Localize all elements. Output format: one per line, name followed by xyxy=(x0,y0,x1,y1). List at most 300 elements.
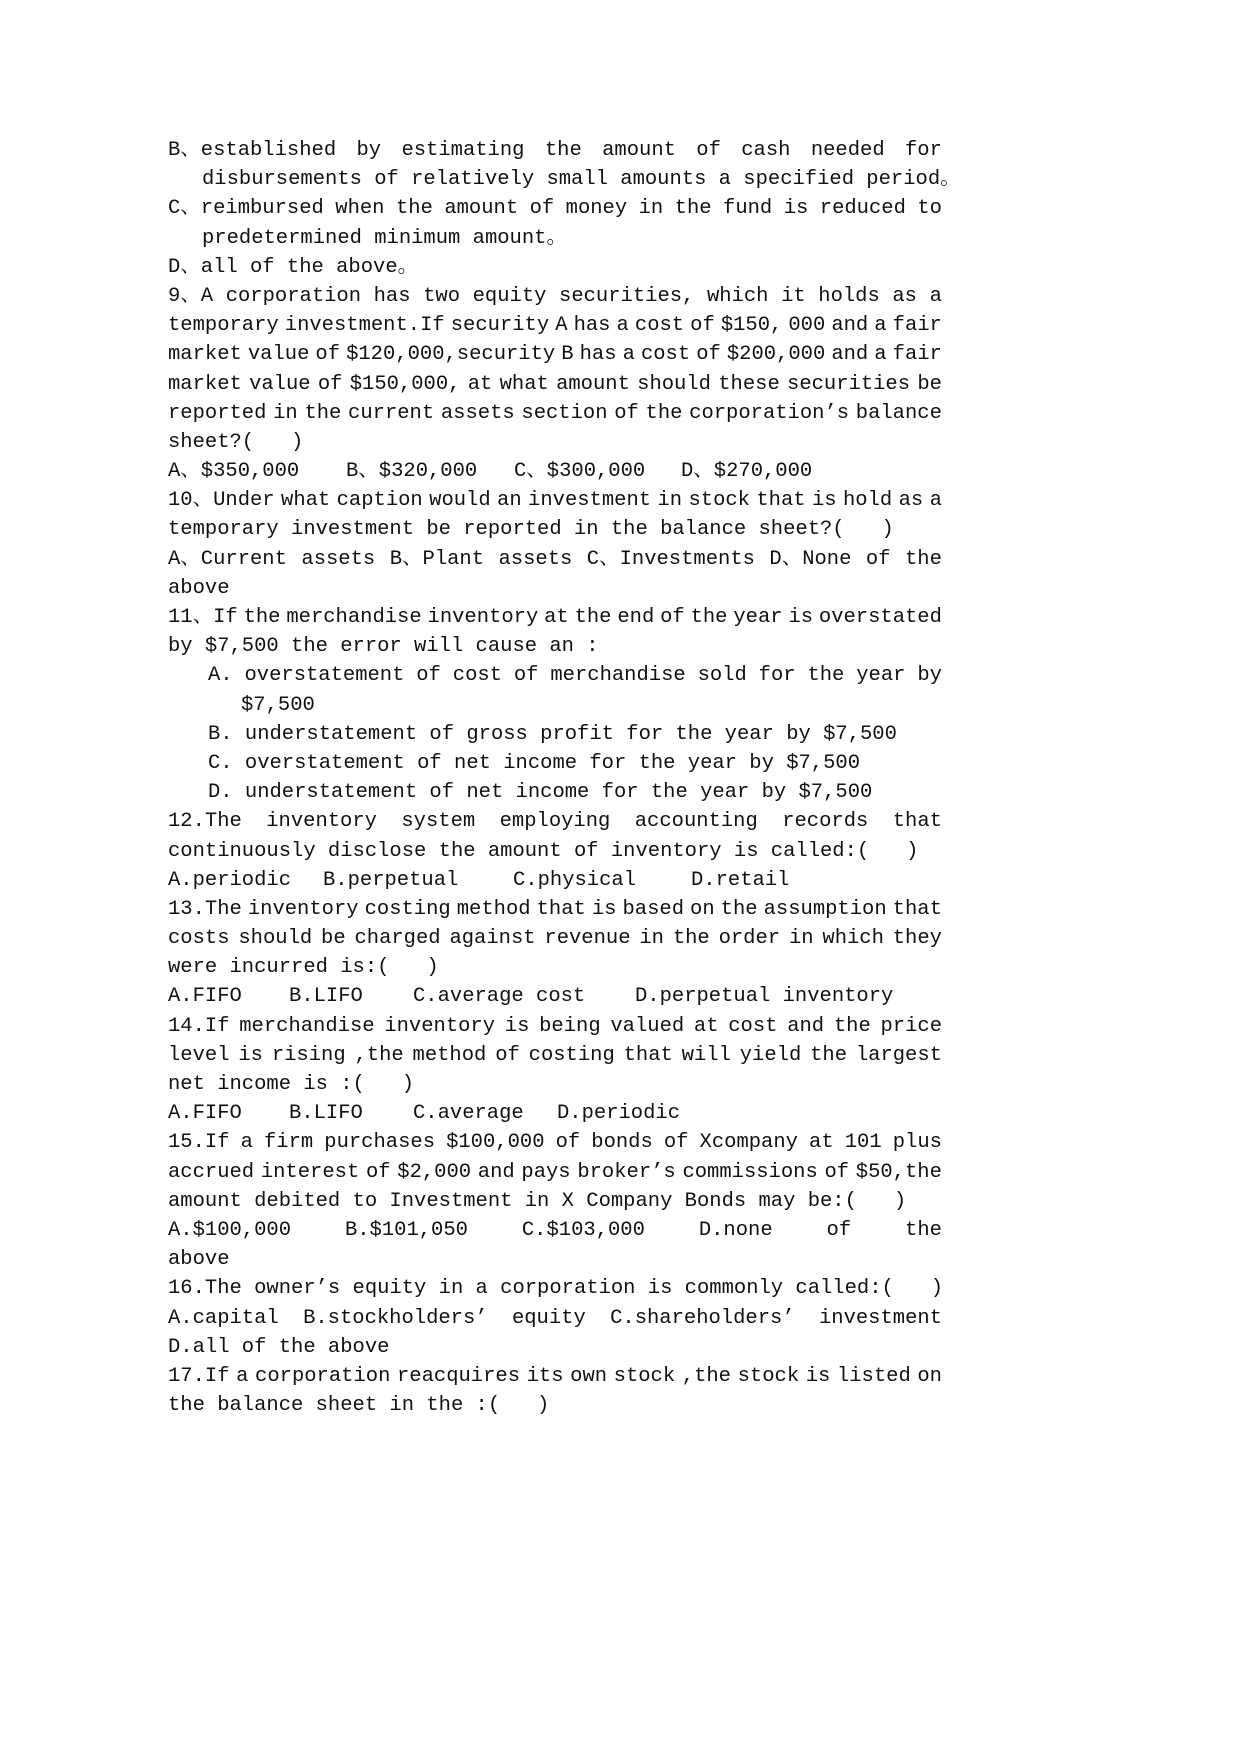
line-text: predetermined minimum amount。 xyxy=(202,226,567,250)
word: merchandise xyxy=(550,664,686,688)
word: and xyxy=(787,1014,825,1038)
line-text: temporary investment be reported in the balance sheet?( ) xyxy=(168,518,894,542)
word: of xyxy=(826,1218,852,1242)
text-line xyxy=(168,895,942,924)
line-text: above xyxy=(168,576,230,600)
word: that xyxy=(892,810,942,834)
word: yield xyxy=(739,1043,802,1067)
word: own xyxy=(570,1364,608,1388)
word: B、Plant xyxy=(389,547,485,571)
text-line xyxy=(168,1070,942,1099)
word: of xyxy=(824,1160,850,1184)
word: investment xyxy=(528,489,652,513)
word: plus xyxy=(892,1131,942,1155)
word: cost xyxy=(640,343,691,367)
word: value xyxy=(247,343,310,367)
answer-options-line xyxy=(168,866,942,895)
word: 10、Under xyxy=(168,489,275,513)
word: to xyxy=(917,197,942,221)
line-text: above xyxy=(168,1248,230,1272)
word: hold xyxy=(842,489,893,513)
word: C、Investments xyxy=(586,547,755,571)
word: temporary xyxy=(168,314,279,338)
word: merchandise xyxy=(286,606,422,629)
word: at xyxy=(544,606,569,629)
answer-option: A.periodic xyxy=(168,868,292,892)
word: costing xyxy=(528,1043,615,1067)
word: has xyxy=(373,284,411,308)
word: be xyxy=(321,927,346,951)
text-line xyxy=(168,953,942,982)
word: investment xyxy=(818,1306,942,1330)
answer-option: D、$270,000 xyxy=(681,460,813,484)
word: and xyxy=(831,314,869,338)
word: be xyxy=(917,372,942,396)
text-line xyxy=(168,311,942,340)
text-line xyxy=(168,807,942,836)
text-line xyxy=(168,1158,942,1187)
word: the xyxy=(304,401,342,425)
word: by xyxy=(356,139,382,162)
word: of xyxy=(365,1160,391,1184)
word: two xyxy=(423,284,461,308)
word: an xyxy=(497,489,522,513)
text-line xyxy=(168,1245,942,1274)
word: interest xyxy=(260,1160,360,1184)
word: the xyxy=(833,1014,871,1038)
word: the xyxy=(544,139,582,162)
answer-option: C.physical xyxy=(513,868,637,892)
word: will xyxy=(681,1043,731,1067)
text-line xyxy=(168,924,942,953)
word: on xyxy=(917,1364,942,1388)
word: for xyxy=(905,139,942,162)
word: the xyxy=(810,1043,847,1067)
word: inventory xyxy=(427,606,539,629)
word: corporation xyxy=(225,284,362,308)
word: D、None xyxy=(769,547,852,571)
answer-option: D.retail xyxy=(691,868,790,892)
word: assets xyxy=(301,547,376,571)
word: equity xyxy=(511,1306,586,1330)
word: $120,000,security xyxy=(346,343,556,367)
text-line xyxy=(168,515,942,544)
word: 9、A xyxy=(168,284,214,308)
text-line xyxy=(168,574,942,603)
text-line xyxy=(168,486,942,515)
word: $50,the xyxy=(855,1160,942,1184)
word: cost xyxy=(634,314,685,338)
word: corporation xyxy=(255,1364,391,1388)
word: rising xyxy=(271,1043,346,1067)
word: D.none xyxy=(698,1218,773,1242)
word: records xyxy=(782,810,869,834)
word: what xyxy=(281,489,331,513)
text-line xyxy=(168,1128,942,1157)
word: the xyxy=(672,927,710,951)
word: has xyxy=(573,314,611,338)
word: the xyxy=(720,897,758,921)
word: reported xyxy=(168,401,267,425)
word: the xyxy=(905,547,942,571)
line-text: B. understatement of gross profit for the year by $7,500 xyxy=(208,722,897,746)
word: when xyxy=(335,197,385,221)
document-page xyxy=(168,136,961,1420)
word: order xyxy=(718,927,781,951)
word: 000 xyxy=(788,314,826,338)
word: the xyxy=(690,606,728,629)
word: commissions xyxy=(682,1160,818,1184)
answer-options-line xyxy=(168,1099,942,1128)
text-line xyxy=(168,1391,942,1420)
word: for xyxy=(758,664,796,688)
word: revenue xyxy=(544,927,631,951)
word: of xyxy=(555,1131,581,1155)
word: corporation’s xyxy=(689,401,850,425)
word: C.$103,000 xyxy=(521,1218,645,1242)
word: costing xyxy=(364,897,451,921)
word: merchandise xyxy=(239,1014,375,1038)
word: as xyxy=(892,284,917,308)
answer-option: A、$350,000 xyxy=(168,460,300,484)
line-text: 16.The owner’s equity in a corporation is commonly called:( ) xyxy=(168,1277,944,1301)
word: 101 xyxy=(844,1131,882,1155)
word: 17.If xyxy=(168,1364,230,1388)
answer-option: D.perpetual inventory xyxy=(635,985,894,1009)
word: in xyxy=(639,927,664,951)
word: that xyxy=(623,1043,673,1067)
word: against xyxy=(449,927,536,951)
word: assumption xyxy=(763,897,887,921)
word: the xyxy=(395,197,433,221)
word: fund xyxy=(723,197,773,221)
word: system xyxy=(401,810,476,834)
word: method xyxy=(412,1043,487,1067)
word: of xyxy=(663,1131,689,1155)
line-text: D.all of the above xyxy=(168,1335,390,1359)
line-text: D. understatement of net income for the year by $7,500 xyxy=(208,781,873,805)
text-line xyxy=(168,545,942,574)
word: stock xyxy=(613,1364,676,1388)
word: is xyxy=(788,606,814,629)
word: assets xyxy=(440,401,515,425)
word: cash xyxy=(741,139,791,162)
line-text: $7,500 xyxy=(241,693,315,717)
word: what xyxy=(499,372,549,396)
word: the xyxy=(674,197,712,221)
word: year xyxy=(733,606,783,629)
text-line xyxy=(168,1333,942,1362)
word: estimating xyxy=(401,139,525,162)
word: needed xyxy=(810,139,885,162)
text-line xyxy=(168,720,942,749)
text-line xyxy=(168,1187,942,1216)
word: broker’s xyxy=(577,1160,676,1184)
word: Xcompany xyxy=(699,1131,798,1155)
text-line xyxy=(168,1012,942,1041)
answer-option: B.LIFO xyxy=(289,1102,363,1126)
word: of xyxy=(416,664,441,688)
word: the xyxy=(645,401,683,425)
word: a xyxy=(622,343,635,367)
text-line xyxy=(168,370,942,399)
word: market xyxy=(168,372,242,396)
word: and xyxy=(477,1160,515,1184)
word: which xyxy=(706,284,769,308)
word: security xyxy=(450,314,550,338)
word: it xyxy=(781,284,806,308)
word: at xyxy=(809,1131,834,1155)
word: in xyxy=(273,401,298,425)
line-text: amount debited to Investment in X Company Bonds may be:( ) xyxy=(168,1189,907,1213)
answer-options-line xyxy=(168,982,942,1011)
line-text: net income is :( ) xyxy=(168,1073,415,1096)
word: costs xyxy=(168,927,230,951)
word: of xyxy=(317,372,343,396)
word: stock xyxy=(737,1364,800,1388)
answer-options-line xyxy=(168,457,942,486)
word: holds xyxy=(818,284,880,308)
word: in xyxy=(657,489,683,513)
word: B xyxy=(561,343,574,367)
word: caption xyxy=(336,489,423,513)
text-line xyxy=(168,749,942,778)
word: valued xyxy=(610,1014,685,1038)
word: $150, xyxy=(720,314,783,338)
word: a xyxy=(929,489,942,513)
word: inventory xyxy=(266,810,377,834)
word: being xyxy=(539,1014,601,1038)
word: ,the xyxy=(681,1364,731,1388)
word: securities xyxy=(787,372,911,396)
word: is xyxy=(504,1014,530,1038)
answer-option: B.perpetual xyxy=(323,868,459,892)
text-line xyxy=(168,428,942,457)
word: B.$101,050 xyxy=(344,1218,468,1242)
answer-option: C.average xyxy=(413,1102,524,1126)
word: should xyxy=(637,372,711,396)
word: overstated xyxy=(818,606,942,629)
text-line xyxy=(168,778,942,807)
word: a xyxy=(929,284,942,308)
word: level xyxy=(168,1043,230,1067)
word: pays xyxy=(521,1160,571,1184)
word: a xyxy=(236,1364,249,1388)
word: 15.If xyxy=(168,1131,230,1155)
text-line xyxy=(168,224,942,253)
word: that xyxy=(892,897,942,921)
answer-option: A.FIFO xyxy=(168,1102,242,1126)
word: these xyxy=(718,372,780,396)
answer-option: B、$320,000 xyxy=(346,460,478,484)
text-line xyxy=(168,1274,942,1303)
word: of xyxy=(315,343,341,367)
word: employing xyxy=(499,810,611,834)
word: by xyxy=(917,664,942,688)
text-line xyxy=(168,1216,942,1245)
word: equity xyxy=(472,284,547,308)
word: of xyxy=(529,197,555,221)
word: price xyxy=(880,1014,942,1038)
word: amount xyxy=(444,197,519,221)
text-line xyxy=(168,136,942,165)
word: and xyxy=(831,343,869,367)
text-line xyxy=(168,165,961,194)
word: $200,000 xyxy=(726,343,826,367)
text-line xyxy=(168,837,942,866)
word: ,the xyxy=(354,1043,404,1067)
word: accounting xyxy=(634,810,758,834)
word: largest xyxy=(855,1043,942,1067)
word: C、reimbursed xyxy=(168,197,324,221)
line-text: C. overstatement of net income for the year by $7,500 xyxy=(208,751,861,775)
answer-option: B.LIFO xyxy=(289,985,363,1009)
word: at xyxy=(467,372,493,396)
word: $100,000 xyxy=(446,1131,545,1155)
word: at xyxy=(693,1014,719,1038)
word: the xyxy=(574,606,612,629)
answer-option: C.average cost xyxy=(413,985,586,1009)
word: they xyxy=(892,927,942,951)
word: securities, xyxy=(559,284,695,308)
word: of xyxy=(513,664,539,688)
word: money xyxy=(565,197,628,221)
word: in xyxy=(638,197,664,221)
word: inventory xyxy=(384,1014,496,1038)
word: listed xyxy=(836,1364,911,1388)
text-line xyxy=(168,194,942,223)
word: is xyxy=(238,1043,263,1067)
word: a xyxy=(240,1131,253,1155)
word: C.shareholders’ xyxy=(610,1306,795,1330)
word: value xyxy=(249,372,311,396)
text-line xyxy=(168,1304,942,1333)
word: A.capital xyxy=(168,1306,279,1330)
word: a xyxy=(874,343,887,367)
word: a xyxy=(616,314,629,338)
text-line xyxy=(168,661,942,690)
word: based xyxy=(622,897,684,921)
line-text: D、all of the above。 xyxy=(168,255,419,279)
word: would xyxy=(429,489,491,513)
word: is xyxy=(783,197,809,221)
word: of xyxy=(696,139,721,162)
word: firm xyxy=(263,1131,314,1155)
word: the xyxy=(243,606,281,629)
word: that xyxy=(536,897,586,921)
word: 14.If xyxy=(168,1014,230,1038)
word: is xyxy=(811,489,837,513)
word: balance xyxy=(855,401,942,425)
line-text: sheet?( ) xyxy=(168,430,304,454)
text-line xyxy=(168,340,942,369)
word: of xyxy=(690,314,715,338)
word: of xyxy=(614,401,639,425)
word: bonds xyxy=(591,1131,653,1155)
word: $150,000, xyxy=(349,372,461,396)
word: B、established xyxy=(168,139,337,162)
word: a xyxy=(874,314,887,338)
word: is xyxy=(805,1364,831,1388)
text-line xyxy=(168,1362,942,1391)
line-text: were incurred is:( ) xyxy=(168,956,439,980)
word: $2,000 xyxy=(397,1160,472,1184)
word: assets xyxy=(498,547,573,571)
line-text: the balance sheet in the :( ) xyxy=(168,1394,550,1418)
word: purchases xyxy=(324,1131,435,1155)
word: of xyxy=(495,1043,520,1067)
word: of xyxy=(865,547,891,571)
word: A xyxy=(555,314,568,338)
word: year xyxy=(856,664,906,688)
word: in xyxy=(788,927,814,951)
word: 11、If xyxy=(168,606,238,629)
answer-option: A.FIFO xyxy=(168,985,242,1009)
word: the xyxy=(807,664,845,688)
word: its xyxy=(526,1364,564,1388)
word: 12.The xyxy=(168,810,242,834)
text-line xyxy=(168,399,942,428)
word: that xyxy=(756,489,806,513)
word: B.stockholders’ xyxy=(303,1306,488,1330)
text-line xyxy=(168,691,942,720)
word: amount xyxy=(556,372,630,396)
word: sold xyxy=(697,664,747,688)
word: investment.If xyxy=(284,314,445,338)
word: cost xyxy=(452,664,502,688)
line-text: continuously disclose the amount of inventory is called:( ) xyxy=(168,839,919,863)
line-text: disbursements of relatively small amounts a specified period。 xyxy=(202,168,961,192)
word: reduced xyxy=(819,197,906,221)
word: section xyxy=(521,401,608,425)
text-line xyxy=(168,253,942,282)
word: 13.The xyxy=(168,897,242,921)
text-line xyxy=(168,632,942,661)
word: on xyxy=(690,897,715,921)
word: the xyxy=(905,1218,942,1242)
answer-option: D.periodic xyxy=(557,1102,681,1126)
word: overstatement xyxy=(244,664,405,688)
word: should xyxy=(238,927,313,951)
word: charged xyxy=(354,927,441,951)
word: inventory xyxy=(247,897,359,921)
word: as xyxy=(898,489,924,513)
word: fair xyxy=(892,343,942,367)
text-line xyxy=(168,282,942,311)
line-text: by $7,500 the error will cause an : xyxy=(168,635,599,659)
word: A. xyxy=(208,664,233,688)
word: of xyxy=(660,606,685,629)
word: current xyxy=(348,401,435,425)
word: A.$100,000 xyxy=(168,1218,292,1242)
word: which xyxy=(822,927,884,951)
word: reacquires xyxy=(396,1364,521,1388)
word: accrued xyxy=(168,1160,255,1184)
word: method xyxy=(456,897,531,921)
answer-option: C、$300,000 xyxy=(514,460,646,484)
word: end xyxy=(617,606,655,629)
word: cost xyxy=(728,1014,778,1038)
word: A、Current xyxy=(168,547,287,571)
word: of xyxy=(696,343,721,367)
word: market xyxy=(168,343,242,367)
word: is xyxy=(591,897,617,921)
word: fair xyxy=(892,314,942,338)
word: amount xyxy=(602,139,676,162)
text-line xyxy=(168,1041,942,1070)
word: has xyxy=(579,343,617,367)
word: stock xyxy=(688,489,750,513)
